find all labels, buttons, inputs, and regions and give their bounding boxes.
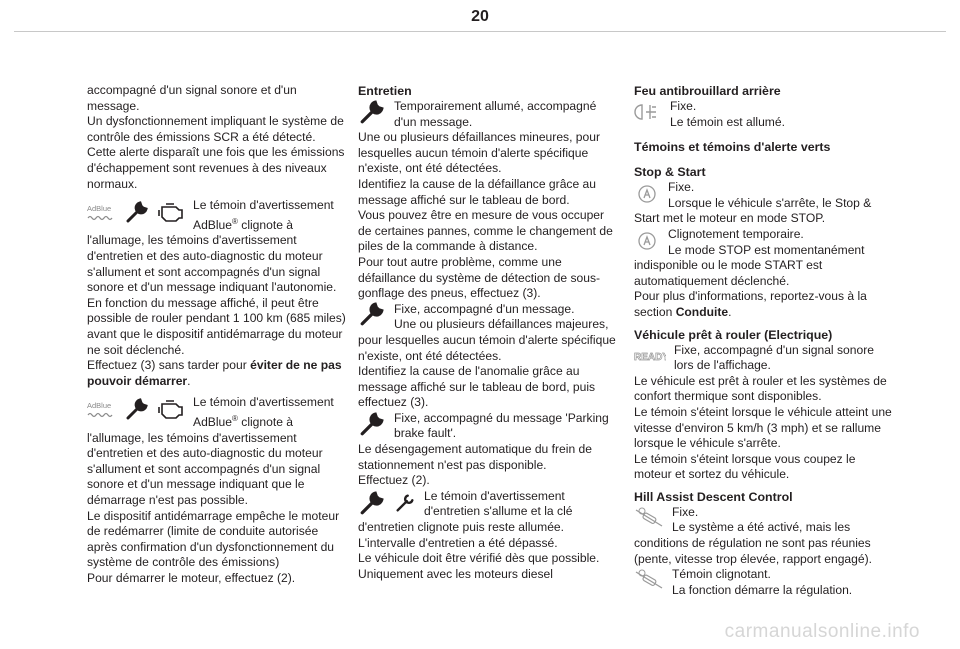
paragraph: Cette alerte disparaît une fois que les émissions d'échappement sont revenues à des niveaux normaux. bbox=[87, 145, 345, 191]
paragraph: Fixe. bbox=[672, 504, 699, 519]
adblue-icon bbox=[87, 399, 117, 423]
section-heading: Stop & Start bbox=[634, 165, 706, 180]
paragraph: Effectuez (3) sans tarder pour éviter de ne pas pouvoir démarrer. bbox=[87, 358, 342, 388]
paragraph: La fonction démarre la régulation. bbox=[672, 582, 853, 597]
column-1 bbox=[87, 83, 349, 586]
hill-descent-icon bbox=[634, 506, 664, 535]
paragraph: Effectuez (2). bbox=[358, 473, 430, 488]
adblue-warning-block-2: AdBlue Le témoin d'avertissement AdBlue® clignote à l'allumage, les témoins d'avertissement d'entretien et des auto-diagnostic du moteur s'allument et sont accompagnés d'un signal sonore et d'un message indiquant que le démarrage n'est pas possible. bbox=[87, 395, 334, 507]
paragraph: Un dysfonctionnement impliquant le système de contrôle des émissions SCR a été détecté. bbox=[87, 114, 344, 144]
section-heading: Entretien bbox=[358, 84, 412, 98]
maintenance-block-2 bbox=[358, 302, 620, 318]
paragraph: Fixe. bbox=[668, 180, 695, 195]
section-heading: Feu antibrouillard arrière bbox=[634, 84, 781, 98]
hill-descent-block-1 bbox=[634, 505, 896, 567]
paragraph: accompagné d'un signal sonore et d'un message. bbox=[87, 83, 297, 113]
paragraph: Le dispositif antidémarrage empêche le moteur de redémarrer (limite de conduite autorisée après confirmation d'un dysfonctionnement du système de contrôle des émissions) bbox=[87, 508, 340, 570]
paragraph: Le témoin est allumé. bbox=[670, 114, 785, 129]
maintenance-block-4 bbox=[358, 489, 620, 536]
paragraph: En fonction du message affiché, il peut être possible de rouler pendant 1 100 km (685 miles) avant que le dispositif antidémarrage du moteur ne soit déclenché. bbox=[87, 295, 346, 357]
paragraph: Clignotement temporaire. bbox=[668, 226, 804, 241]
wrench-icon bbox=[358, 490, 386, 521]
paragraph: Le mode STOP est momentanément indisponible ou le mode START est automatiquement déclenché. bbox=[634, 242, 865, 288]
wrench-icon bbox=[358, 99, 386, 130]
ready-icon-label: READY bbox=[634, 352, 666, 364]
adblue-icon-label: AdBlue bbox=[87, 204, 112, 214]
paragraph: clignote à l'allumage, les témoins d'avertissement d'entretien et des auto-diagnostic du moteur s'allument et sont accompagnés d'un signal sonore et d'un message indiquant que le démarrage n'est pas possible. bbox=[87, 414, 323, 507]
stop-start-block-2 bbox=[634, 227, 896, 289]
paragraph: Le désengagement automatique du frein de stationnement n'est pas disponible. bbox=[358, 442, 592, 472]
ready-icon bbox=[634, 344, 666, 371]
paragraph: Fixe. bbox=[670, 99, 697, 113]
section-heading: Hill Assist Descent Control bbox=[634, 489, 793, 504]
paragraph: Fixe, accompagné d'un message. bbox=[394, 301, 575, 316]
engine-icon bbox=[157, 397, 185, 426]
paragraph: Une ou plusieurs défaillances mineures, pour lesquelles aucun témoin d'alerte spécifique n'existe, ont été détectées. bbox=[358, 130, 601, 176]
paragraph: Témoin clignotant. bbox=[672, 567, 771, 582]
ready-block bbox=[634, 343, 896, 374]
paragraph: Le témoin s'éteint lorsque vous coupez le moteur et sortez du véhicule. bbox=[634, 451, 856, 482]
paragraph: Le témoin d'avertissement AdBlue bbox=[193, 198, 334, 232]
paragraph: Le témoin d'avertissement AdBlue bbox=[193, 395, 334, 429]
section-heading: Témoins et témoins d'alerte verts bbox=[634, 140, 831, 155]
adblue-icon-label: AdBlue bbox=[87, 401, 112, 411]
wrench-icon bbox=[358, 301, 386, 332]
wrench-icon bbox=[125, 200, 149, 229]
paragraph: Uniquement avec les moteurs diesel bbox=[358, 566, 553, 581]
hill-descent-block-2 bbox=[634, 567, 896, 598]
paragraph: clignote à l'allumage, les témoins d'avertissement d'entretien et des auto-diagnostic du moteur s'allument et sont accompagnés d'un signal sonore et d'un message indiquant l'autonomie. bbox=[87, 217, 337, 295]
paragraph: Le système a été activé, mais les conditions de régulation ne sont pas réunies (pente, vitesse trop élevée, rapport engagé). bbox=[634, 520, 872, 566]
stop-start-icon bbox=[634, 228, 660, 257]
header-divider bbox=[14, 31, 946, 32]
stop-start-block-1 bbox=[634, 180, 896, 227]
paragraph: Temporairement allumé, accompagné d'un message. bbox=[394, 99, 597, 129]
paragraph: Le véhicule doit être vérifié dès que possible. bbox=[358, 551, 600, 566]
paragraph: Vous pouvez être en mesure de vous occuper de certaines pannes, comme le changement de piles de la commande à distance. bbox=[358, 208, 613, 254]
rear-fog-light-icon bbox=[634, 101, 662, 128]
maintenance-block-3 bbox=[358, 411, 620, 442]
section-heading: Véhicule prêt à rouler (Electrique) bbox=[634, 327, 833, 342]
engine-icon bbox=[157, 200, 185, 229]
wrench-icon bbox=[358, 411, 386, 442]
rear-fog-block bbox=[634, 99, 896, 130]
paragraph: Identifiez la cause de l'anomalie grâce au message affiché sur le tableau de bord, puis effectuez (3). bbox=[358, 364, 596, 410]
adblue-icon bbox=[87, 202, 117, 226]
page-number: 20 bbox=[471, 8, 489, 25]
adblue-warning-block-1: AdBlue Le témoin d'avertissement AdBlue® clignote à l'allumage, les témoins d'avertissement d'entretien et des auto-diagnostic du moteur s'allument et sont accompagnés d'un signal sonore et d'un message indiquant l'autonomie. bbox=[87, 198, 337, 295]
paragraph: Pour plus d'informations, reportez-vous à la section Conduite. bbox=[634, 289, 867, 319]
stop-start-icon bbox=[634, 181, 660, 210]
column-3 bbox=[634, 83, 896, 598]
service-key-icon bbox=[394, 492, 416, 519]
paragraph: Une ou plusieurs défaillances majeures, pour lesquelles aucun témoin d'alerte spécifique n'existe, ont été détectées. bbox=[358, 317, 616, 363]
paragraph: Le témoin s'éteint lorsque le véhicule atteint une vitesse d'environ 5 km/h (3 mph) et se rallume lorsque le véhicule s'arrête. bbox=[634, 404, 892, 451]
paragraph: Le témoin d'avertissement d'entretien s'allume et la clé d'entretien clignote puis reste allumée. bbox=[358, 488, 573, 535]
hill-descent-icon bbox=[634, 568, 664, 597]
watermark: carmanualsonline.info bbox=[724, 621, 920, 642]
paragraph: Lorsque le véhicule s'arrête, le Stop & Start met le moteur en mode STOP. bbox=[634, 195, 872, 226]
paragraph: Fixe, accompagné du message 'Parking brake fault'. bbox=[394, 410, 609, 441]
paragraph: Fixe, accompagné d'un signal sonore lors de l'affichage. bbox=[674, 342, 874, 373]
paragraph: Pour démarrer le moteur, effectuez (2). bbox=[87, 570, 296, 585]
maintenance-block-1 bbox=[358, 99, 620, 130]
paragraph: Identifiez la cause de la défaillance grâce au message affiché sur le tableau de bord. bbox=[358, 176, 597, 207]
wrench-icon bbox=[125, 397, 149, 426]
paragraph: L'intervalle d'entretien a été dépassé. bbox=[358, 535, 558, 550]
paragraph: Pour tout autre problème, comme une défaillance du système de détection de sous-gonflage des pneus, effectuez (3). bbox=[358, 254, 601, 301]
paragraph: Le véhicule est prêt à rouler et les systèmes de confort thermique sont disponibles. bbox=[634, 373, 887, 404]
column-2 bbox=[358, 83, 620, 582]
